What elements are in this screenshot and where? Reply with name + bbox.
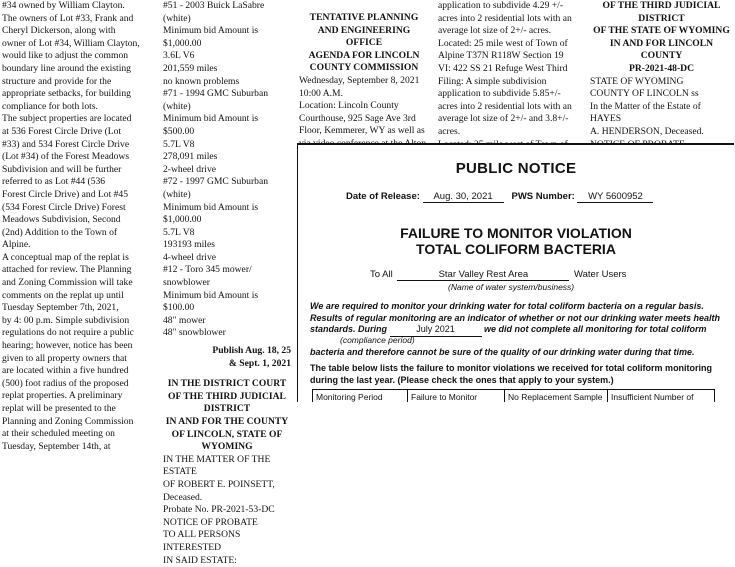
publish-line-1: Publish Aug. 18, 25 [212, 345, 291, 357]
text-line: In the Matter of the Estate of HAYES [590, 100, 701, 125]
text-line: Minimum bid Amount is $1,000.00 [163, 201, 259, 226]
text-line: OF THE THIRD JUDICIAL [602, 0, 721, 11]
release-line [346, 191, 653, 203]
text-line: #72 - 1997 GMC Suburban (white) [163, 176, 268, 200]
text-line: acres. [438, 125, 461, 137]
text-line: snowblower [163, 277, 210, 289]
monitoring-paragraph [310, 301, 728, 337]
text-line: 4-wheel drive [163, 251, 217, 263]
text-line: The subject properties are located [2, 113, 132, 125]
text-line: 3.6L V6 [163, 50, 195, 62]
text-line: OF LINCOLN, STATE OF [171, 428, 283, 440]
text-line: A. HENDERSON, Deceased. [590, 125, 704, 137]
text-line: OF ROBERT E. POINSETT, [163, 478, 275, 490]
text-line: (2nd) Addition to the Town of [2, 226, 118, 238]
text-line: TENTATIVE PLANNING [309, 12, 419, 23]
text-line: Probate No. PR-2021-53-DC [163, 504, 275, 516]
probate-notice-body [163, 454, 291, 567]
text-line: referred to as Lot #44 (536 [2, 176, 106, 188]
text-line: average lot size of 2+/- and 3.8+/- [438, 113, 569, 125]
text-line: #33) and 534 Forest Circle Drive [2, 138, 130, 150]
notice-title: PUBLIC NOTICE [455, 160, 577, 177]
column-4 [438, 0, 580, 164]
text-line: structure and provide for the [2, 75, 112, 87]
violation-headline [298, 225, 734, 257]
text-line: Courthouse, 925 Sage Ave 3rd [299, 112, 416, 124]
text-line: by 4: 00 p.m. Simple subdivision [2, 314, 130, 326]
text-line: 48" snowblower [163, 327, 226, 339]
text-line: STATE OF WYOMING [590, 75, 684, 87]
text-line: (500) foot radius of the proposed [2, 377, 129, 389]
text-line: A conceptual map of the replat is [2, 251, 129, 263]
text-line: would like to adjust the common [2, 50, 129, 62]
table-header: Monitoring Period [313, 390, 408, 403]
auction-items [163, 0, 291, 340]
court-heading [163, 378, 291, 454]
text-line: Minimum bid Amount is $100.00 [163, 289, 259, 314]
text-line: Floor, Kemmerer, WY as well as [299, 125, 425, 137]
text-line: The owners of Lot #33, Frank and [2, 12, 134, 24]
agenda-heading [299, 12, 429, 75]
text-line: VI: 422 SS 21 Refuge West Third [438, 62, 568, 74]
text-line: OF THE STATE OF WYOMING [593, 25, 730, 37]
public-notice-box [297, 143, 734, 402]
text-line: Filing: A simple subdivision [438, 75, 547, 87]
text-line: 2-wheel drive [163, 163, 217, 175]
table-header: Failure to Monitor [408, 390, 505, 403]
text-line: attached for review. The Planning [2, 264, 132, 276]
text-line: (Lot #34) of the Forest Meadows [2, 151, 130, 163]
text-line: 278,091 miles [163, 151, 218, 163]
text-line: at their scheduled meeting on [2, 428, 115, 440]
court-heading-2 [590, 0, 733, 76]
text-line: Minimum bid Amount is $1,000.00 [163, 25, 259, 49]
text-line: acres into 2 residential lots with an [438, 12, 572, 24]
text-line: Tuesday September 7th, 2021, [2, 302, 119, 314]
text-line: 193193 miles [163, 239, 215, 251]
text-line: DISTRICT [638, 12, 685, 24]
text-line: given to all property owners that [2, 352, 127, 364]
text-line: comments on the replat up until [2, 289, 124, 301]
release-date: Aug. 30, 2021 [423, 191, 504, 203]
text-line: 10:00 A.M. [299, 87, 343, 99]
text-line: AND ENGINEERING OFFICE [317, 24, 411, 49]
text-line: Forest Circle Drive) and Lot #45 [2, 188, 129, 200]
text-line: PR-2021-48-DC [628, 62, 694, 74]
text-line: Alpine. [2, 239, 31, 251]
text-line: COUNTY COMMISSION [309, 62, 419, 74]
table-header-row [313, 390, 715, 403]
text-line: 5.7L V8 [163, 138, 195, 150]
text-line: regulations do not require a public [2, 327, 134, 339]
table-header: No Replacement Sample [505, 390, 608, 403]
column-1 [2, 0, 154, 453]
text-line: are located within a five hundred [2, 365, 129, 377]
text-line: #34 owned by William Clayton. [2, 0, 125, 11]
compliance-period: July 2021 [390, 324, 482, 337]
compliance-period-note: (compliance period) [340, 335, 415, 345]
text-line: Minimum bid Amount is $500.00 [163, 113, 259, 137]
text-line: Cheryl Dickerson, along with [2, 25, 116, 37]
text-line: and Zoning Commission will take [2, 277, 133, 289]
to-line [370, 269, 626, 281]
text-line: IN AND FOR LINCOLN [609, 37, 714, 49]
text-line: Deceased. [163, 491, 203, 503]
text-line: NOTICE OF PROBATE [163, 516, 258, 528]
pws-label: PWS Number: [511, 191, 575, 202]
text-line: IN AND FOR THE COUNTY [165, 416, 289, 427]
text-line: application to subdivide 5.85+/- [438, 88, 561, 100]
text-line: OF THE THIRD JUDICIAL [168, 390, 286, 402]
paragraph-text-b: we did not complete all monitoring for total coliform [484, 324, 707, 334]
text-line: replat will be presented to the [2, 403, 116, 414]
text-line: IN SAID ESTATE: [163, 554, 237, 566]
pws-number: WY 5600952 [577, 191, 653, 203]
text-line: WYOMING [201, 441, 253, 453]
publish-line-2: & Sept. 1, 2021 [228, 357, 291, 369]
column-2 [163, 0, 291, 567]
text-line: #71 - 1994 GMC Suburban (white) [163, 88, 268, 112]
text-line: TO ALL PERSONS INTERESTED [163, 529, 241, 553]
text-line: Location: Lincoln County [299, 100, 399, 112]
text-line: Subdivision and will be further [2, 163, 122, 175]
text-line: COUNTY [640, 50, 683, 62]
water-users-label: Water Users [574, 269, 627, 280]
text-line: Located: 25 mile west of Town of [438, 37, 568, 49]
text-line: application to subdivide 4.29 +/- [438, 0, 564, 11]
text-line: Planning and Zoning Commission [2, 415, 134, 427]
headline-line-1: FAILURE TO MONITOR VIOLATION [400, 225, 632, 241]
text-line: replat properties. A preliminary [2, 390, 123, 402]
text-line: #12 - Toro 345 mower/ [163, 264, 252, 276]
text-line: no known problems [163, 75, 240, 87]
text-line: boundary line around the existing [2, 62, 131, 74]
text-line: hearing; however, notice has been [2, 340, 133, 352]
text-line: IN THE DISTRICT COURT [167, 378, 287, 390]
text-line: (534 Forest Circle Drive) Forest [2, 201, 126, 213]
text-line: #51 - 2003 Buick LaSabre (white) [163, 0, 265, 24]
system-name-note: (Name of water system/business) [448, 282, 575, 292]
text-line: AGENDA FOR LINCOLN [308, 49, 420, 61]
text-line: DISTRICT [203, 403, 251, 415]
table-intro: The table below lists the failure to monitor violations we received for total coliform monitoring during the last year. (Please check the ones that apply to your system.) [310, 363, 713, 385]
text-line: compliance for both lots. [2, 100, 98, 112]
paragraph-text-a: We are required to monitor your drinking water for total coliform bacteria on a regular basis. Results of regular monitoring are an indicator of whether or not our drinking water meets health standards. During [310, 301, 721, 334]
text-line: appropriate setbacks, for building [2, 88, 131, 100]
headline-line-2: TOTAL COLIFORM BACTERIA [416, 241, 616, 257]
text-line: acres into 2 residential lots with an [438, 100, 572, 112]
text-line: 5.7L V8 [163, 226, 195, 238]
to-label: To All [370, 269, 393, 280]
text-line: Alpine T37N R118W Section 19 [438, 50, 564, 62]
release-label: Date of Release: [346, 191, 420, 202]
text-line: Wednesday, September 8, 2021 [299, 74, 420, 86]
violation-table [312, 389, 715, 402]
text-line: COUNTY OF LINCOLN ss [590, 88, 699, 100]
text-line: 48" mower [163, 314, 206, 326]
text-line: Tuesday, September 14th, at [2, 440, 111, 452]
table-header: Insufficient Number of [608, 390, 715, 403]
system-name: Star Valley Rest Area [397, 269, 569, 281]
text-line: 201,559 miles [163, 62, 218, 74]
text-line: average lot size of 2+/- acres. [438, 25, 552, 37]
text-line: Meadows Subdivision, Second [2, 214, 121, 226]
monitoring-paragraph-end: bacteria and therefore cannot be sure of the quality of our drinking water during that time. [310, 347, 695, 357]
text-line: owner of Lot #34, William Clayton, [2, 37, 140, 49]
text-line: at 536 Forest Circle Drive (Lot [2, 125, 122, 137]
text-line: IN THE MATTER OF THE ESTATE [163, 453, 271, 478]
